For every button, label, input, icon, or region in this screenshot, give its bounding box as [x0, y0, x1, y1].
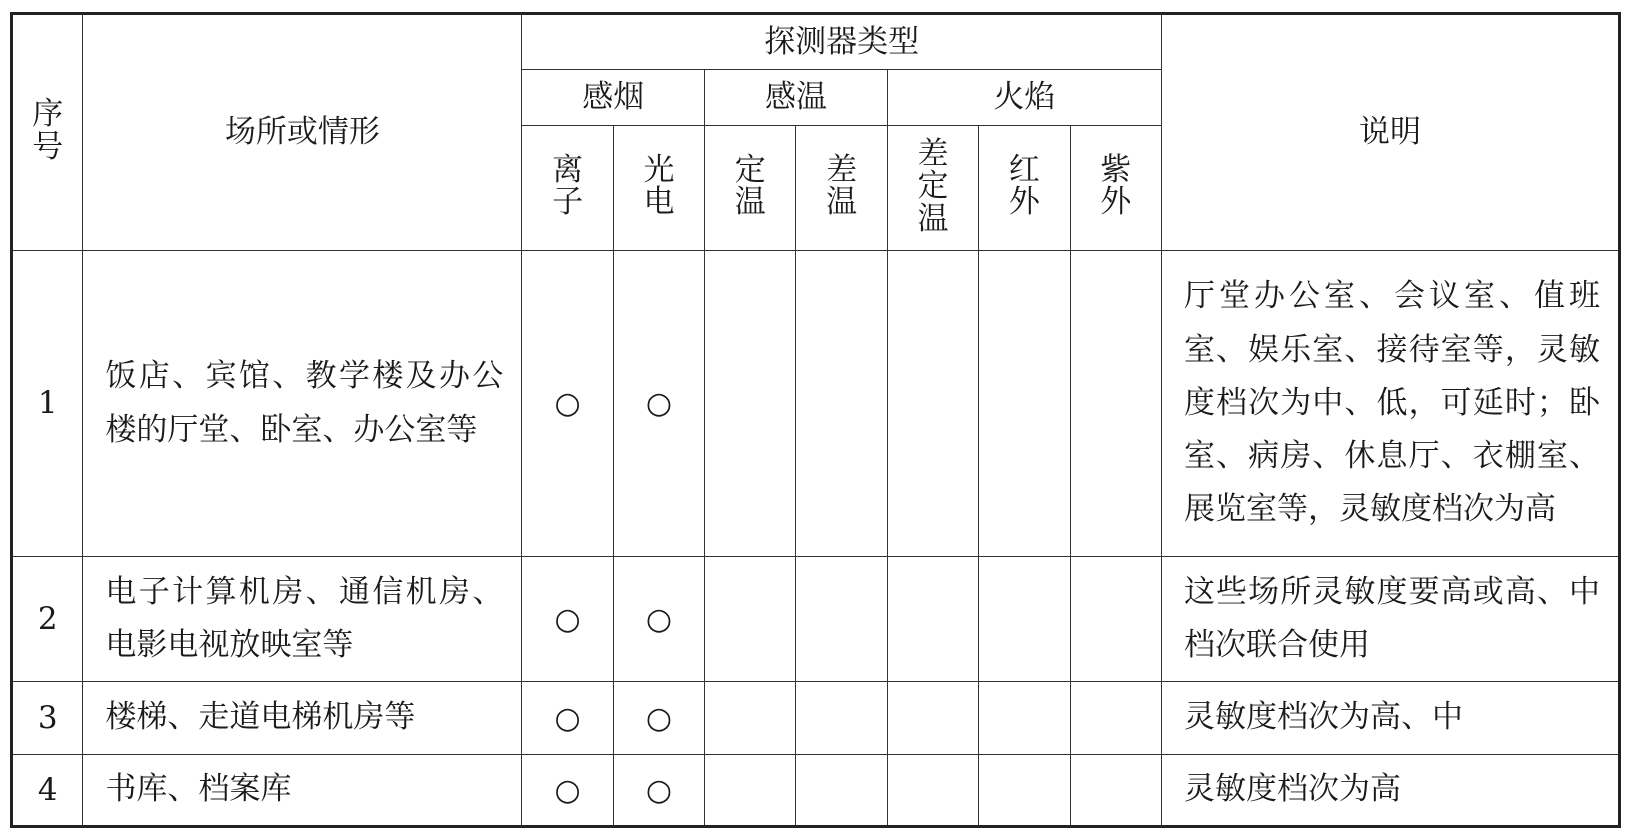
mark-cell — [979, 755, 1070, 827]
header-subtype-photo: 光电 — [613, 126, 704, 251]
mark-cell — [887, 755, 978, 827]
mark-cell — [705, 251, 796, 557]
place-cell: 饭店、宾馆、教学楼及办公楼的厅堂、卧室、办公室等 — [83, 251, 522, 557]
mark-cell — [1070, 557, 1161, 682]
row-number: 1 — [12, 251, 83, 557]
mark-cell — [613, 557, 704, 682]
circle-mark-icon: ○ — [554, 772, 581, 808]
mark-cell — [979, 251, 1070, 557]
row-number: 3 — [12, 682, 83, 755]
circle-mark-icon: ○ — [645, 772, 673, 808]
mark-cell — [705, 755, 796, 827]
table-row — [12, 682, 1620, 755]
mark-cell — [796, 557, 887, 682]
mark-cell — [887, 251, 978, 557]
header-subtype-rate-fixed: 差定温 — [887, 126, 978, 251]
header-group-flame: 火焰 — [887, 70, 1161, 126]
mark-cell — [1070, 755, 1161, 827]
mark-cell — [979, 682, 1070, 755]
circle-mark-icon: ○ — [645, 700, 673, 736]
mark-cell — [1070, 682, 1161, 755]
mark-cell — [705, 682, 796, 755]
mark-cell — [887, 682, 978, 755]
note-cell: 灵敏度档次为高、中 — [1161, 682, 1619, 755]
header-detector-type: 探测器类型 — [522, 14, 1162, 70]
circle-mark-icon: ○ — [554, 386, 581, 422]
mark-cell — [522, 755, 613, 827]
header-subtype-infrared: 红外 — [979, 126, 1070, 251]
header-seq: 序号 — [12, 14, 83, 251]
mark-cell — [613, 755, 704, 827]
circle-mark-icon: ○ — [554, 700, 581, 736]
mark-cell — [705, 557, 796, 682]
circle-mark-icon: ○ — [554, 601, 581, 637]
place-cell: 书库、档案库 — [83, 755, 522, 827]
circle-mark-icon: ○ — [645, 601, 673, 637]
mark-cell — [522, 251, 613, 557]
mark-cell — [1070, 251, 1161, 557]
row-number: 2 — [12, 557, 83, 682]
table-row — [12, 251, 1620, 557]
row-number: 4 — [12, 755, 83, 827]
mark-cell — [796, 682, 887, 755]
mark-cell — [613, 251, 704, 557]
header-group-smoke: 感烟 — [522, 70, 705, 126]
mark-cell — [522, 682, 613, 755]
header-note: 说明 — [1161, 14, 1619, 251]
header-subtype-fixed-temp: 定温 — [705, 126, 796, 251]
header-subtype-ultraviolet: 紫外 — [1070, 126, 1161, 251]
mark-cell — [796, 755, 887, 827]
note-cell: 灵敏度档次为高 — [1161, 755, 1619, 827]
header-row-1 — [12, 14, 1620, 70]
mark-cell — [979, 557, 1070, 682]
table-row — [12, 755, 1620, 827]
circle-mark-icon: ○ — [645, 386, 673, 422]
table-row — [12, 557, 1620, 682]
mark-cell — [796, 251, 887, 557]
note-cell: 厅堂办公室、会议室、值班室、娱乐室、接待室等，灵敏度档次为中、低，可延时；卧室、病房、休息厅、衣棚室、展览室等，灵敏度档次为高 — [1161, 251, 1619, 557]
place-cell: 楼梯、走道电梯机房等 — [83, 682, 522, 755]
mark-cell — [887, 557, 978, 682]
mark-cell — [522, 557, 613, 682]
detector-selection-table — [10, 12, 1621, 828]
header-subtype-rate-rise: 差温 — [796, 126, 887, 251]
note-cell: 这些场所灵敏度要高或高、中档次联合使用 — [1161, 557, 1619, 682]
header-place: 场所或情形 — [83, 14, 522, 251]
header-subtype-ion: 离子 — [522, 126, 613, 251]
place-cell: 电子计算机房、通信机房、电影电视放映室等 — [83, 557, 522, 682]
header-group-heat: 感温 — [705, 70, 888, 126]
mark-cell — [613, 682, 704, 755]
